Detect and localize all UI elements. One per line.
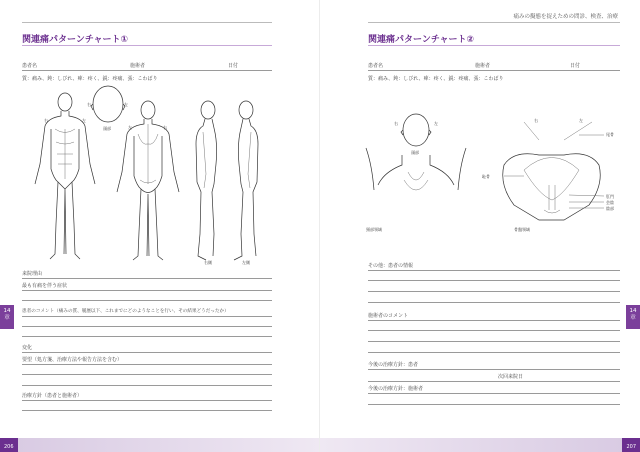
top-rule: [368, 22, 620, 23]
coccyx-label: 尾骨: [606, 132, 614, 137]
line: [22, 290, 272, 291]
pelvic-region: [482, 117, 614, 232]
page-title: 関連痛パターンチャート①: [22, 35, 129, 45]
line: [368, 381, 620, 382]
head-top-view: [394, 114, 438, 155]
chapter-number: 14: [629, 308, 637, 314]
head-label: 頭部: [411, 150, 419, 155]
symptom-legend: 質：痛み、鈍：しびれ、痺：疼く、鋭：疼痛、張：こわばり: [368, 76, 504, 82]
back-label-left: 左: [128, 125, 132, 130]
label-left: 左: [82, 118, 86, 123]
therapist-name-label: 施術者: [130, 63, 146, 69]
footer-bar: [0, 438, 320, 452]
section-visit-reason: 来院理由: [22, 271, 43, 277]
chapter-tab: [626, 305, 640, 329]
header-line: [368, 70, 620, 71]
neck-region-label: 頸部領域: [366, 227, 382, 232]
page-title: 関連痛パターンチャート②: [368, 35, 475, 45]
region-chart-figure[interactable]: [364, 110, 624, 235]
section-plan-therapist: 今後の治療方針：施術者: [368, 386, 424, 392]
line: [22, 400, 272, 401]
section-other-info: その他：患者の情報: [368, 263, 414, 269]
section-requests: 要望（処方箋、治療方法や報告方法を含む）: [22, 357, 123, 363]
symptom-legend: 質：痛み、鈍：しびれ、痺：疼く、鋭：疼痛、張：こわばり: [22, 76, 158, 82]
patient-name-label: 患者名: [22, 63, 38, 69]
section-worst-symptom: 最も有痛を伴う症状: [22, 283, 68, 289]
perineum-label: 会陰: [606, 200, 614, 205]
right-side-label: 右側: [204, 260, 212, 265]
line: [368, 280, 620, 281]
line: [368, 369, 620, 370]
back-label-right: 右: [163, 125, 167, 130]
line: [22, 352, 272, 353]
line: [22, 278, 272, 279]
title-rule: [368, 45, 620, 46]
line: [368, 352, 620, 353]
pubis-label: 恥骨: [482, 174, 490, 179]
line: [22, 410, 272, 411]
head-top-view: [87, 86, 128, 131]
chapter-label: 章: [630, 314, 636, 321]
therapist-name-label: 施術者: [475, 63, 491, 69]
section-treatment-plan: 治療方針（患者と施術者）: [22, 393, 83, 399]
anus-label: 肛門: [606, 194, 614, 199]
line: [368, 291, 620, 292]
line: [368, 393, 620, 394]
left-side-label: 左側: [242, 260, 250, 265]
next-visit-label: 次回来院日: [498, 374, 524, 380]
page-number: 207: [626, 444, 636, 450]
date-label: 日付: [228, 63, 239, 69]
line: [22, 374, 272, 375]
pelvic-label-right: 右: [534, 118, 538, 123]
label-right: 右: [44, 118, 48, 123]
head-label: 頭部: [103, 126, 111, 131]
line: [368, 320, 620, 321]
line: [22, 364, 272, 365]
neck-shoulder-region: [366, 148, 466, 232]
section-therapist-comment: 施術者のコメント: [368, 313, 409, 319]
section-change: 変化: [22, 345, 33, 351]
right-page: [320, 0, 640, 452]
head-label-left: 左: [434, 121, 438, 126]
line: [22, 300, 272, 301]
pelvic-label-left: 左: [579, 118, 583, 123]
chapter-label: 章: [4, 314, 10, 321]
page-number: 206: [4, 444, 14, 450]
genitals-label: 陰部: [606, 206, 614, 211]
title-rule: [22, 45, 272, 46]
head-label-right: 右: [87, 102, 91, 107]
section-plan-patient: 今後の治療方針：患者: [368, 362, 419, 368]
chapter-tab: [0, 305, 14, 329]
line: [368, 270, 620, 271]
running-head: 痛みの擬態を捉えための問診、検査、治療: [513, 14, 618, 20]
head-label-right: 右: [394, 121, 398, 126]
line: [22, 326, 272, 327]
top-rule: [22, 22, 272, 23]
date-label: 日付: [570, 63, 581, 69]
line: [368, 330, 620, 331]
header-line: [22, 70, 272, 71]
right-side-body: [196, 101, 217, 260]
footer-bar: [320, 438, 640, 452]
head-label-left: 左: [124, 102, 128, 107]
line: [22, 385, 272, 386]
line: [368, 302, 620, 303]
chapter-number: 14: [3, 308, 11, 314]
left-side-body: [234, 101, 258, 260]
line: [22, 316, 272, 317]
back-body: [117, 101, 179, 260]
line: [368, 404, 620, 405]
section-patient-comment: 患者のコメント（痛みの質、履歴以下、これまでにどのようなことを行い、その結果どうだったか）: [22, 309, 229, 314]
pelvic-region-label: 骨盤領域: [514, 227, 530, 232]
patient-name-label: 患者名: [368, 63, 384, 69]
line: [22, 336, 272, 337]
line: [368, 341, 620, 342]
body-chart-figure[interactable]: [20, 84, 275, 266]
